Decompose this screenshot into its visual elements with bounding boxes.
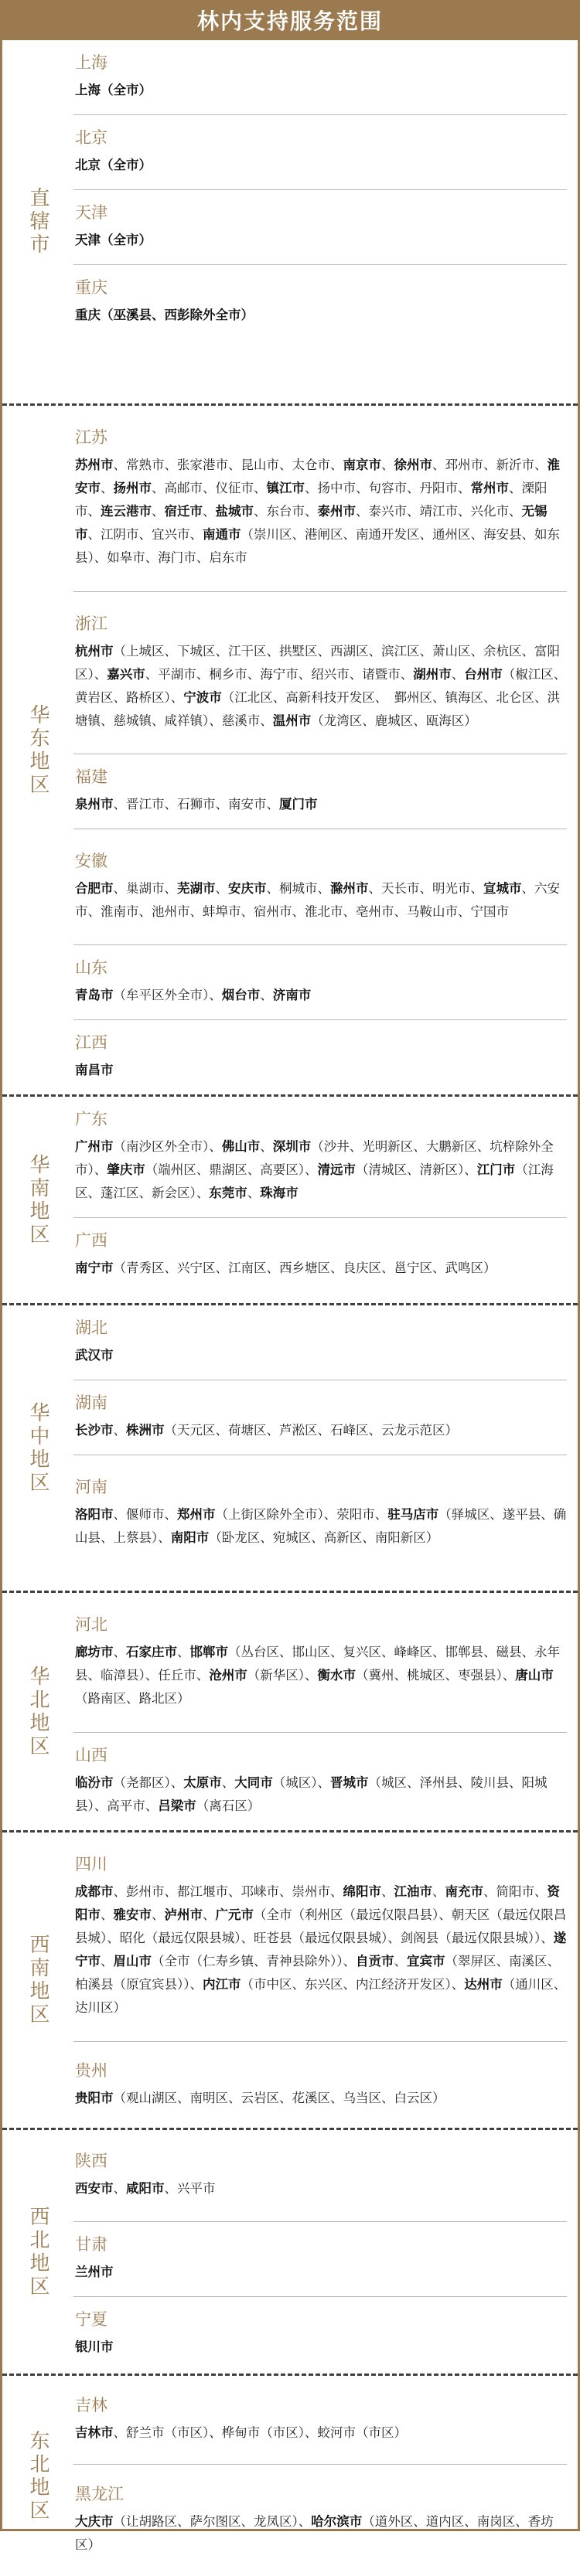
city-name: 株洲市: [126, 1423, 165, 1438]
city-name: 太原市: [183, 1775, 222, 1790]
city-detail: 、常熟市、张家港市、昆山市、太仓市、: [113, 458, 343, 472]
city-detail: （城区、泽州县、陵川县、阳城县）、高平市、: [75, 1775, 548, 1813]
city-list: [75, 1059, 567, 1082]
city-name: 吉林市: [75, 2425, 114, 2440]
province-entry: [73, 2130, 567, 2221]
province-list: [73, 2376, 578, 2576]
province-name: 河北: [75, 1615, 107, 1634]
province-entry: [73, 1832, 567, 2041]
city-detail: 、溧阳市、: [75, 481, 548, 519]
region-groups: [2, 40, 578, 2576]
city-detail: （端州区、鼎湖区、高要区）、: [145, 1162, 318, 1177]
province-name: 贵州: [75, 2060, 107, 2080]
province-list: [73, 1593, 578, 1830]
city-list: [75, 1771, 567, 1818]
province-name: 上海: [75, 53, 107, 72]
city-detail: （全市（仁寿乡镇、青神县除外））、: [152, 1954, 356, 1969]
city-name: 烟台市: [221, 988, 261, 1002]
region-label: [2, 40, 73, 403]
city-name: 连云港市: [101, 504, 152, 519]
city-name: 安庆市: [228, 880, 267, 896]
city-detail: （新华区）、: [247, 1668, 318, 1683]
city-name: 广州市: [75, 1139, 114, 1154]
city-name: 大庆市: [75, 2513, 114, 2529]
city-detail: （冀州、桃城区、枣强县）、: [356, 1668, 516, 1683]
region-name: 华中地区: [26, 1401, 49, 1495]
province-entry: [73, 2296, 567, 2371]
city-detail: （道外区、道内区、南岗区、香坊区）: [75, 2513, 554, 2552]
city-detail: 、简阳市、: [483, 1884, 548, 1899]
province-entry: [73, 2376, 567, 2464]
province-name: 湖南: [75, 1393, 107, 1412]
city-detail: 、平湖市、桐乡市、海宁市、绍兴市、诸暨市、: [145, 666, 414, 682]
city-name: 遂宁市: [75, 1931, 567, 1969]
city-name: 达州市: [464, 1977, 503, 1992]
city-name: 驻马店市: [387, 1506, 439, 1522]
city-name: 淮安市: [75, 458, 560, 495]
city-detail: （上街区除外全市）、荥阳市、: [215, 1506, 388, 1522]
city-detail: 、: [451, 666, 465, 682]
city-name: 济南市: [272, 988, 312, 1002]
city-list: [75, 877, 567, 924]
city-list: [75, 2177, 567, 2200]
city-list: [75, 984, 567, 1007]
city-detail: （丛台区、邯山区、复兴区、峰峰区、邯郸县、磁县、永年县、临漳县）、任丘市、: [75, 1645, 560, 1683]
city-detail: 、: [113, 1645, 126, 1659]
city-detail: 、高邮市、仪征市、: [152, 481, 267, 495]
province-entry: [73, 1097, 567, 1217]
province-name: 浙江: [75, 614, 107, 633]
province-name: 山西: [75, 1746, 107, 1764]
city-detail: 、: [113, 2181, 126, 2196]
city-name: 厦门市: [279, 797, 318, 812]
province-entry: [73, 829, 567, 944]
region-group: [2, 2374, 578, 2576]
city-detail: （清城区、清新区）、: [356, 1162, 477, 1177]
city-detail: 、扬中市、句容市、丹阳市、: [305, 481, 471, 495]
city-detail: （路南区、路北区）: [75, 1691, 190, 1706]
city-name: 资阳市: [75, 1884, 560, 1922]
city-detail: 、泰兴市、靖江市、兴化市、: [356, 504, 522, 519]
province-list: [73, 1097, 578, 1303]
city-detail: （让胡路区、萨尔图区、龙凤区）、: [113, 2513, 312, 2529]
city-list: [75, 1135, 567, 1205]
region-name: 华北地区: [26, 1665, 49, 1758]
city-detail: （卧龙区、宛城区、高新区、南阳新区）: [209, 1530, 439, 1545]
city-detail: （南沙区外全市）、: [113, 1139, 222, 1154]
region-group: [2, 1094, 578, 1303]
city-list: [75, 1257, 567, 1280]
city-detail: 、江阴市、宜兴市、: [87, 527, 203, 542]
city-detail: 、: [101, 1954, 114, 1969]
city-name: 内江市: [203, 1977, 241, 1992]
region-label: [2, 2376, 73, 2576]
city-name: 宁波市: [183, 689, 222, 705]
city-name: 衡水市: [317, 1668, 356, 1683]
province-entry: [73, 1217, 567, 1292]
city-list: [75, 2261, 567, 2284]
province-name: 甘肃: [75, 2235, 107, 2254]
city-name: 沧州市: [209, 1668, 247, 1683]
province-list: [73, 40, 578, 403]
city-name: 重庆（巫溪县、西彭除外全市）: [75, 308, 254, 322]
province-entry: [73, 591, 567, 754]
city-detail: （椒江区、黄岩区、路桥区）、: [75, 666, 567, 705]
city-name: 泸州市: [164, 1907, 203, 1922]
city-detail: （观山湖区、南明区、云岩区、花溪区、乌当区、白云区）: [113, 2090, 445, 2105]
city-name: 苏州市: [75, 458, 114, 472]
city-name: 郑州市: [177, 1506, 216, 1522]
province-name: 江苏: [75, 428, 107, 447]
city-name: 宣城市: [483, 880, 522, 896]
city-name: 南充市: [445, 1884, 483, 1899]
region-group: [2, 403, 578, 1094]
city-name: 洛阳市: [75, 1506, 114, 1522]
city-name: 泰州市: [317, 504, 356, 519]
city-detail: 、: [260, 988, 273, 1002]
province-name: 山东: [75, 958, 107, 977]
province-entry: [73, 944, 567, 1019]
province-entry: [73, 2221, 567, 2296]
city-detail: （市中区、东兴区、内江经济开发区）、: [241, 1977, 465, 1992]
city-name: 北京（全市）: [75, 158, 152, 172]
province-entry: [73, 1593, 567, 1732]
city-name: 贵阳市: [75, 2090, 114, 2105]
city-detail: （城区）、: [272, 1775, 330, 1790]
province-name: 陕西: [75, 2152, 107, 2170]
city-detail: 、: [203, 1907, 216, 1922]
city-name: 银川市: [75, 2339, 114, 2354]
region-name: 东北地区: [26, 2429, 49, 2523]
city-detail: 、彭州市、都江堰市、邛崃市、崇州市、: [113, 1884, 343, 1899]
province-entry: [73, 1305, 567, 1380]
province-entry: [73, 1019, 567, 1094]
city-name: 珠海市: [260, 1186, 299, 1200]
city-name: 天津（全市）: [75, 233, 152, 247]
province-entry: [73, 2464, 567, 2575]
city-detail: （驿城区、遂平县、确山县、上蔡县）、: [75, 1506, 567, 1545]
province-name: 天津: [75, 203, 107, 222]
region-group: [2, 1830, 578, 2128]
province-list: [73, 2130, 578, 2374]
city-detail: （江海区、蓬江区、新会区）、: [75, 1162, 554, 1200]
city-name: 雅安市: [113, 1907, 152, 1922]
region-name: 直辖市: [26, 187, 49, 257]
city-name: 芜湖市: [177, 880, 216, 896]
city-name: 咸阳市: [126, 2181, 165, 2196]
city-detail: 、东台市、: [254, 504, 318, 519]
province-entry: [73, 1732, 567, 1830]
city-detail: （崇川区、港闸区、南通开发区、通州区、海安县、如东县）、如皋市、海门市、启东市: [75, 527, 560, 565]
city-name: 盐城市: [215, 504, 254, 519]
city-detail: （通川区、达川区）: [75, 1977, 567, 2015]
city-list: [75, 1344, 567, 1367]
city-list: [75, 154, 567, 177]
city-list: [75, 1641, 567, 1710]
city-detail: 、邳州市、新沂市、: [432, 458, 548, 472]
page-title: 林内支持服务范围: [2, 0, 578, 40]
city-name: 上海（全市）: [75, 83, 152, 97]
city-name: 哈尔滨市: [311, 2513, 363, 2529]
province-name: 江西: [75, 1033, 107, 1052]
city-name: 镇江市: [266, 481, 305, 495]
city-name: 江油市: [394, 1884, 432, 1899]
city-detail: 、: [113, 1423, 126, 1438]
city-name: 东莞市: [209, 1186, 247, 1200]
province-name: 北京: [75, 128, 107, 147]
city-name: 南阳市: [170, 1530, 210, 1545]
province-entry: [73, 1380, 567, 1455]
city-name: 深圳市: [272, 1139, 312, 1154]
city-name: 眉山市: [113, 1954, 152, 1969]
city-detail: 、: [221, 1775, 235, 1790]
city-name: 合肥市: [75, 880, 114, 896]
province-name: 福建: [75, 767, 107, 786]
city-detail: 、: [177, 1645, 190, 1659]
province-list: [73, 1305, 578, 1591]
city-detail: 、: [101, 1907, 114, 1922]
city-detail: （上城区、下城区、江干区、拱墅区、西湖区、滨江区、萧山区、余杭区、富阳区）、: [75, 643, 560, 682]
region-group: [2, 40, 578, 403]
city-name: 滁州市: [330, 880, 369, 896]
province-name: 广东: [75, 1110, 107, 1128]
city-name: 江门市: [476, 1162, 516, 1177]
city-name: 吕梁市: [158, 1798, 196, 1813]
city-name: 无锡市: [75, 504, 548, 542]
province-name: 四川: [75, 1855, 107, 1873]
province-entry: [73, 2041, 567, 2128]
city-name: 自贡市: [356, 1954, 394, 1969]
province-name: 吉林: [75, 2396, 107, 2414]
city-name: 唐山市: [515, 1668, 554, 1683]
city-detail: 、: [432, 1884, 445, 1899]
region-label: [2, 1097, 73, 1303]
city-name: 扬州市: [113, 481, 152, 495]
province-list: [73, 1832, 578, 2128]
city-list: [75, 79, 567, 102]
city-list: [75, 2087, 567, 2110]
province-name: 重庆: [75, 278, 107, 297]
city-name: 晋城市: [330, 1775, 369, 1790]
city-detail: 、六安市、淮南市、池州市、蚌埠市、宿州市、淮北市、亳州市、马鞍山市、宁国市: [75, 880, 560, 919]
city-detail: 、: [215, 880, 228, 896]
city-name: 肇庆市: [107, 1162, 145, 1177]
city-detail: （青秀区、兴宁区、江南区、西乡塘区、良庆区、邕宁区、武鸣区）: [113, 1261, 496, 1275]
province-list: [73, 406, 578, 1094]
region-name: 西北地区: [26, 2205, 49, 2299]
city-name: 南通市: [203, 527, 241, 542]
province-entry: [73, 406, 567, 591]
city-name: 湖州市: [413, 666, 452, 682]
city-list: [75, 1880, 567, 2020]
city-detail: （全市（利州区（最远仅限昌县）、朝天区（最远仅限昌县城）、昭化（最远仅限县城）、旺苍县（最远仅限县城）、剑阁县（最远仅限县城））、: [75, 1907, 567, 1945]
city-name: 清远市: [317, 1162, 356, 1177]
city-detail: 、: [381, 1884, 394, 1899]
region-group: [2, 2128, 578, 2374]
city-detail: 、晋江市、石狮市、南安市、: [113, 797, 279, 812]
region-label: [2, 1593, 73, 1830]
city-detail: 、: [260, 1139, 273, 1154]
city-name: 临汾市: [75, 1775, 114, 1790]
province-entry: [73, 754, 567, 829]
region-name: 华南地区: [26, 1153, 49, 1247]
city-name: 长沙市: [75, 1423, 114, 1438]
city-list: [75, 454, 567, 570]
city-detail: 、: [394, 1954, 407, 1969]
province-name: 河南: [75, 1477, 107, 1496]
city-list: [75, 229, 567, 252]
city-name: 兰州市: [75, 2265, 114, 2279]
region-label: [2, 2130, 73, 2374]
region-group: [2, 1303, 578, 1591]
city-name: 广元市: [215, 1907, 254, 1922]
region-label: [2, 406, 73, 1094]
city-list: [75, 793, 567, 816]
province-entry: [73, 189, 567, 264]
city-detail: 、巢湖市、: [113, 880, 177, 896]
city-name: 武汉市: [75, 1348, 114, 1363]
city-list: [75, 304, 567, 327]
province-entry: [73, 40, 567, 114]
city-detail: 、舒兰市（市区）、桦甸市（市区）、蛟河市（市区）: [113, 2425, 407, 2440]
province-name: 宁夏: [75, 2310, 107, 2329]
city-name: 石家庄市: [126, 1645, 177, 1659]
city-name: 南宁市: [75, 1261, 114, 1275]
city-detail: （牟平区外全市）、: [113, 988, 222, 1002]
city-name: 徐州市: [394, 458, 432, 472]
city-name: 嘉兴市: [107, 666, 145, 682]
city-name: 宜宾市: [407, 1954, 445, 1969]
city-detail: 、: [101, 481, 114, 495]
province-name: 湖北: [75, 1319, 107, 1337]
city-name: 西安市: [75, 2181, 114, 2196]
province-name: 广西: [75, 1231, 107, 1250]
region-label: [2, 1832, 73, 2128]
city-detail: 、: [152, 504, 165, 519]
city-detail: （离石区）: [196, 1798, 261, 1813]
city-name: 成都市: [75, 1884, 114, 1899]
city-name: 廊坊市: [75, 1645, 114, 1659]
region-name: 华东地区: [26, 703, 49, 797]
city-detail: 、: [203, 504, 216, 519]
city-detail: 、: [381, 458, 394, 472]
region-name: 西南地区: [26, 1934, 49, 2026]
city-name: 台州市: [464, 666, 503, 682]
province-name: 黑龙江: [75, 2484, 124, 2503]
province-name: 安徽: [75, 851, 107, 870]
region-group: [2, 1591, 578, 1830]
city-name: 杭州市: [75, 643, 114, 658]
city-name: 大同市: [234, 1775, 273, 1790]
city-detail: 、桐城市、: [266, 880, 330, 896]
city-name: 南京市: [343, 458, 381, 472]
city-name: 南昌市: [75, 1063, 114, 1077]
city-list: [75, 1419, 567, 1442]
city-detail: 、: [247, 1186, 261, 1200]
region-label: [2, 1305, 73, 1591]
city-detail: 、天长市、明光市、: [368, 880, 483, 896]
city-detail: （龙湾区、鹿城区、瓯海区）: [311, 713, 477, 728]
city-detail: （尧都区）、: [113, 1775, 184, 1790]
city-detail: （翠屏区、南溪区、柏溪县（原宜宾县））、: [75, 1954, 560, 1992]
province-entry: [73, 114, 567, 189]
province-entry: [73, 264, 567, 339]
city-name: 宿迁市: [164, 504, 203, 519]
city-detail: 、兴平市: [164, 2181, 216, 2196]
city-name: 青岛市: [75, 988, 114, 1002]
city-list: [75, 1503, 567, 1550]
city-detail: 、: [152, 1907, 165, 1922]
city-name: 温州市: [272, 713, 312, 728]
city-name: 绵阳市: [343, 1884, 381, 1899]
city-detail: （沙井、光明新区、大鹏新区、坑梓除外全市）、: [75, 1139, 554, 1177]
city-name: 常州市: [470, 481, 509, 495]
city-detail: （天元区、荷塘区、芦淞区、石峰区、云龙示范区）: [164, 1423, 458, 1438]
city-list: [75, 2421, 567, 2445]
province-entry: [73, 1455, 567, 1570]
city-name: 泉州市: [75, 797, 114, 812]
city-list: [75, 2510, 567, 2557]
city-name: 邯郸市: [189, 1645, 228, 1659]
city-list: [75, 640, 567, 733]
city-detail: （江北区、高新科技开发区、 鄞州区、镇海区、北仑区、洪塘镇、慈城镇、咸祥镇）、慈溪市、: [75, 689, 560, 728]
city-list: [75, 2336, 567, 2359]
city-name: 佛山市: [221, 1139, 261, 1154]
city-detail: 、偃师市、: [113, 1506, 177, 1522]
